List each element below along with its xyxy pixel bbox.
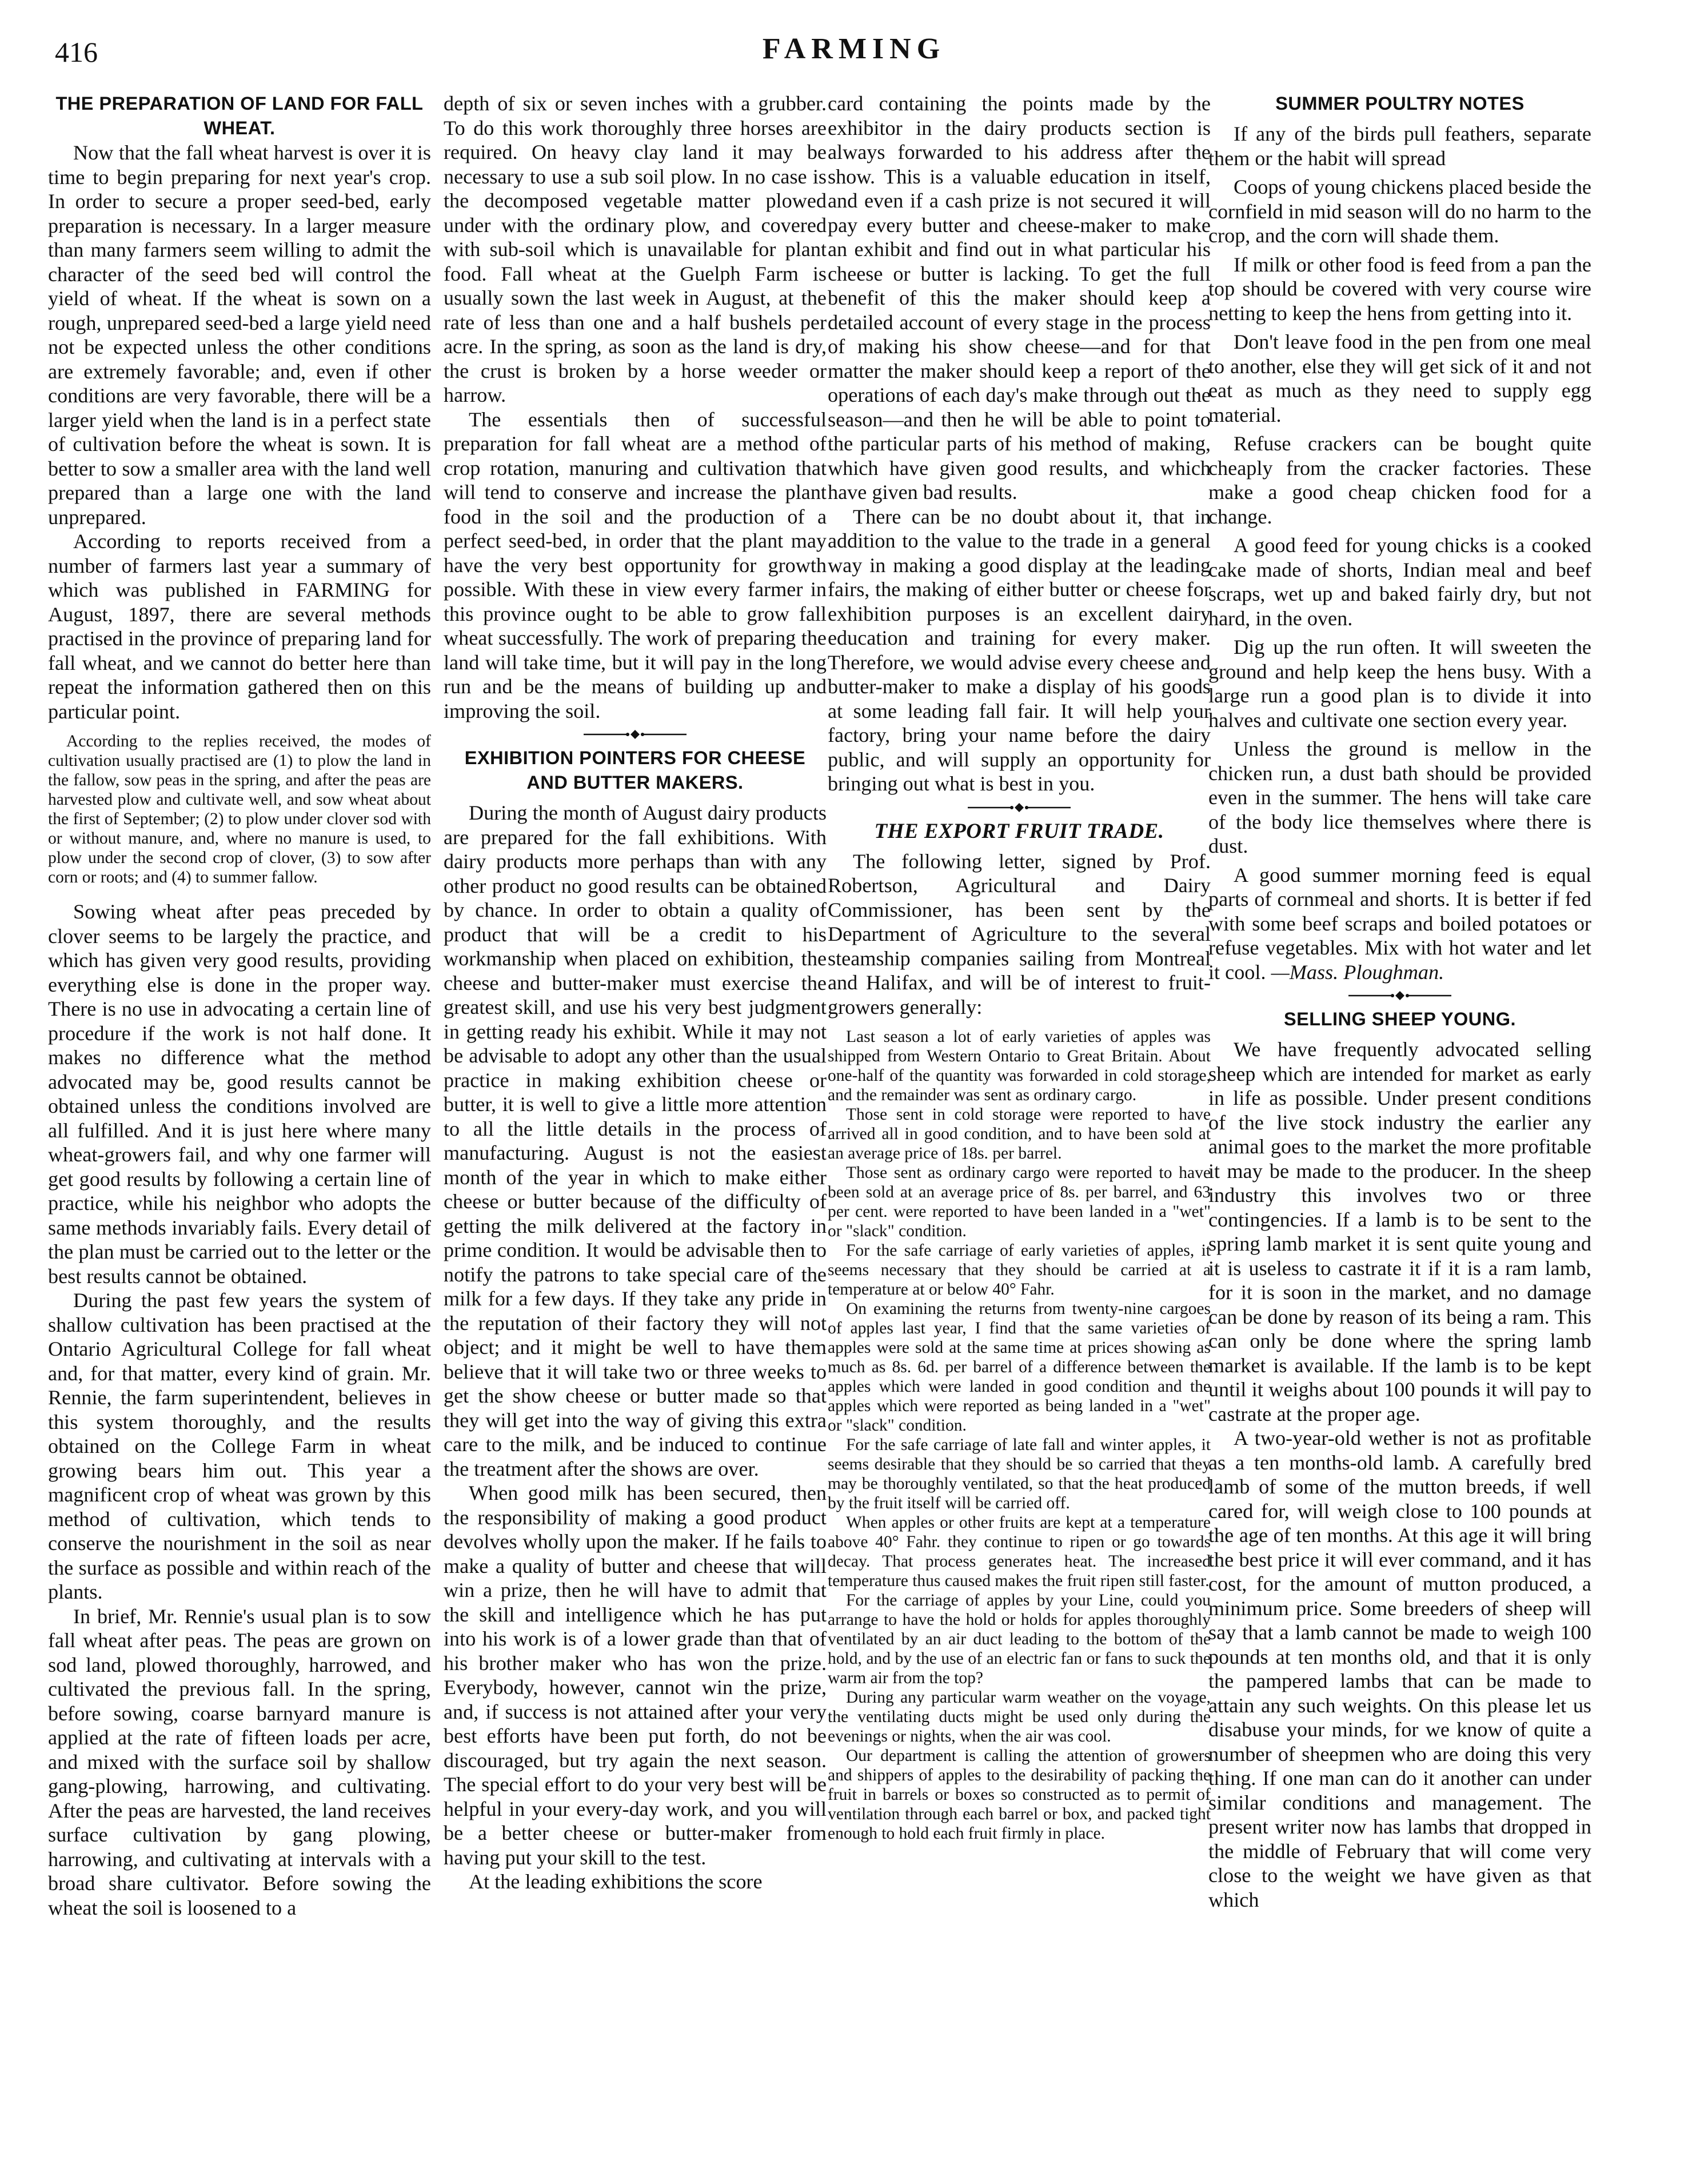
page-number: 416 (55, 36, 98, 68)
quoted-paragraph (828, 1513, 1211, 1591)
quoted-paragraph (828, 1299, 1211, 1435)
paragraph-text: Dig up the run often. It will sweeten the ground and help keep the hens busy. With a large run a good plan is to divide it into halves and cultivate one section every year. (1208, 636, 1591, 732)
paragraph-text: Sowing wheat after peas preceded by clover seems to be largely the practice, and which has given very good results, providing everything else is done in the proper way. There is no use in advocating a certain line of procedure if the work is not half done. It makes no difference what the method advocated may be, good results cannot be obtained unless the conditions involved are all fulfilled. And it is just here where many wheat-growers fail, and why one farmer will get good results by following a certain line of practice, while his neighbor who adopts the same methods invariably fails. Every detail of the plan must be carried out to the letter or the best results cannot be obtained. (48, 900, 431, 1288)
article-paragraph (444, 1870, 827, 1894)
paragraph-text: Our department is calling the attention of growers and shippers of apples to the desirability of packing the fruit in barrels or boxes so constructed as to permit of ventilation through each barrel or box, and packed tight enough to hold each fruit firmly in place. (828, 1747, 1211, 1843)
article-paragraph (48, 900, 431, 1288)
article-paragraph (1208, 432, 1591, 529)
article-paragraph (1208, 122, 1591, 170)
paragraph-text: When apples or other fruits are kept at a temperature above 40° Fahr. they continue to ripen or go towards decay. That process generates heat. The increased temperature thus caused makes the fruit ripen still faster. (828, 1513, 1211, 1590)
column-2 (444, 91, 827, 2109)
quoted-paragraph (828, 1241, 1211, 1299)
article-paragraph (1208, 175, 1591, 248)
article-paragraph (1208, 533, 1591, 630)
paragraph-text: If milk or other food is feed from a pan the top should be covered with very course wire netting to keep the hens from getting into it. (1208, 253, 1591, 325)
paragraph-text: Those sent in cold storage were reported to have arrived all in good condition, and to have been sold at an average price of 18s. per barrel. (828, 1105, 1211, 1163)
paragraph-text: Refuse crackers can be bought quite cheaply from the cracker factories. These make a good cheap chicken food for a change. (1208, 432, 1591, 528)
article-paragraph (1208, 330, 1591, 427)
paragraph-text: Those sent as ordinary cargo were reported to have been sold at an average price of 8s. per barrel, and 63 per cent. were reported to have been landed in a "wet" or "slack" condition. (828, 1164, 1211, 1240)
article-heading: THE EXPORT FRUIT TRADE. (874, 819, 1164, 843)
paragraph-text: The essentials then of successful preparation for fall wheat are a method of crop rotation, manuring and cultivation that will tend to conserve and increase the plant food in the soil and the production of a perfect seed-bed, in order that the plant may have the very best opportunity for growth possible. With these in view every farmer in this province ought to be able to grow fall wheat successfully. The work of preparing the land will take time, but it will pay in the long run and be the means of building up and improving the soil. (444, 408, 827, 722)
article-paragraph (48, 529, 431, 724)
article-paragraph (828, 91, 1211, 505)
quoted-paragraph (828, 1027, 1211, 1105)
article-paragraph (444, 1481, 827, 1870)
quoted-paragraph (828, 1591, 1211, 1688)
paragraph-text: Last season a lot of early varieties of apples was shipped from Western Ontario to Great Britain. About one-half of the quantity was forwarded in cold storage, and the remainder was sent as ordinary cargo. (828, 1028, 1211, 1104)
paragraph-text: Unless the ground is mellow in the chicken run, a dust bath should be provided even in the summer. The hens will take care of the body lice themselves where there is dust. (1208, 737, 1591, 857)
section-divider (1346, 984, 1454, 1007)
section-divider (965, 796, 1074, 819)
article-heading: THE PREPARATION OF LAND FOR FALL WHEAT. (55, 93, 424, 138)
paragraph-text: According to reports received from a number of farmers last year a summary of which was published in FARMING for August, 1897, there are several methods practised in the province of preparing land for fall wheat, and we cannot do better here than repeat the information gathered then on this particular point. (48, 530, 431, 723)
column-3 (828, 91, 1211, 2103)
article-paragraph (444, 408, 827, 724)
paragraph-text: According to the replies received, the modes of cultivation usually practised are (1) to plow the land in the fallow, sow peas in the spring, and after the peas are harvested plow and cultivate well, and sow wheat about the first of September; (2) to plow under clover sod with or without manure, and, where no manure is used, to plow under the second crop of clover, (3) to sow after corn or roots; and (4) to summer fallow. (48, 732, 431, 886)
quoted-paragraph (828, 1105, 1211, 1163)
article-paragraph (48, 1604, 431, 1920)
paragraph-text: During the month of August dairy products are prepared for the fall exhibitions. With dairy products more perhaps than with any other product no good results can be obtained by chance. In order to obtain a quality of product that will be a credit to his workmanship when placed on exhibition, the cheese and butter-maker must exercise the greatest skill, and use his very best judgment in getting ready his exhibit. While it may not be advisable to adopt any other than the usual practice in making exhibition cheese or butter, it is well to give a little more attention to all the little details in the process of manufacturing. August is not the easiest month of the year in which to make either cheese or butter because of the difficulty of getting the milk delivered at the factory in prime condition. It would be advisable then to notify the patrons to take special care of the milk for a few days. If they take any pride in the reputation of their factory they will not object; and it might be well to have them believe that it will take two or three weeks to get the show cheese or butter made so that they will get into the way of giving this extra care to the milk, and be induced to continue the treatment after the shows are over. (444, 801, 827, 1480)
paragraph-text: Don't leave food in the pen from one meal to another, else they will get sick of it and not eat as much as they need to supply egg material. (1208, 330, 1591, 426)
paragraph-text: On examining the returns from twenty-nine cargoes of apples last year, I find that the same varieties of apples were sold at the same time at prices showing as much as 8s. 6d. per barrel of a difference between the apples which were landed in good condition and the apples which were reported as being landed in a "wet" or "slack" condition. (828, 1300, 1211, 1435)
paragraph-text: For the carriage of apples by your Line, could you arrange to have the hold or holds for apples thoroughly ventilated by an air duct leading to the bottom of the hold, and by the use of an electric fan or fans to suck the warm air from the top? (828, 1591, 1211, 1687)
quoted-paragraph (828, 1163, 1211, 1241)
paragraph-text: We have frequently advocated selling sheep which are intended for market as early in life as possible. Under present conditions of the live stock industry the earlier any animal goes to the market the more profitable it may be made to the producer. In the sheep industry this involves two or three contingencies. If a lamb is to be sent to the spring lamb market it is sent quite young and it is useless to castrate it if it is a ram lamb, for it is soon in the market, and no damage can be done by reason of its being a ram. This can only be done where the spring lamb market is available. If the lamb is to be kept until it weighs about 100 pounds it will pay to castrate at the proper age. (1208, 1038, 1591, 1425)
column-4 (1208, 91, 1591, 2149)
paragraph-text: Now that the fall wheat harvest is over it is time to begin preparing for next year's crop. In order to secure a proper seed-bed, early preparation is necessary. In a larger measure than many farmers seem willing to admit the character of the seed bed will control the yield of wheat. If the wheat is sown on a rough, unprepared seed-bed a large yield need not be expected unless the other conditions are extremely favorable; and, even if other conditions are very favorable, there will be a larger yield when the land is in a perfect state of cultivation before the wheat is sown. It is better to sow a smaller area with the land well prepared than a large one with the land unprepared. (48, 141, 431, 529)
section-divider (581, 723, 689, 746)
article-paragraph (48, 141, 431, 529)
article-heading: SELLING SHEEP YOUNG. (1283, 1009, 1517, 1029)
article-paragraph (1208, 863, 1591, 985)
article-paragraph (1208, 1426, 1591, 1912)
article-paragraph (444, 91, 827, 408)
column-1 (48, 91, 431, 2109)
paragraph-text: In brief, Mr. Rennie's usual plan is to sow fall wheat after peas. The peas are grown on sod land, plowed thoroughly, harrowed, and cultivated the previous fall. In the spring, before sowing, coarse barnyard manure is applied at the rate of fifteen loads per acre, and mixed with the surface soil by shallow gang-plowing, harrowing, and cultivating. After the peas are harvested, the land receives surface cultivation by gang plowing, harrowing, and cultivating at intervals with a broad share cultivator. Before sowing the wheat the soil is loosened to a (48, 1604, 431, 1919)
article-paragraph (1208, 737, 1591, 858)
quoted-paragraph (828, 1435, 1211, 1513)
paragraph-text: A good feed for young chicks is a cooked cake made of shorts, Indian meal and beef scraps, wet up and baked fairly dry, but not hard, in the oven. (1208, 534, 1591, 630)
article-heading: EXHIBITION POINTERS FOR CHEESE AND BUTTER MAKERS. (464, 748, 806, 793)
article-paragraph (1208, 635, 1591, 732)
source-byline: —Mass. Ploughman. (1271, 960, 1444, 984)
quoted-paragraph (828, 1688, 1211, 1746)
article-paragraph (1208, 1037, 1591, 1426)
paragraph-text: Coops of young chickens placed beside the cornfield in mid season will do no harm to the crop, and the corn will shade them. (1208, 175, 1591, 247)
paragraph-text: There can be no doubt about it, that in addition to the value to the trade in a general way in making a good display at the leading fairs, the making of either butter or cheese for exhibition purposes is an excellent dairy education and training for every maker. Therefore, we would advise every cheese and butter-maker to make a display of his goods at some leading fall fair. It will help your factory, bring your name before the dairy public, and will supply an opportunity for bringing out what is best in you. (828, 505, 1211, 795)
paragraph-text: depth of six or seven inches with a grubber. To do this work thoroughly three horses are required. On heavy clay land it may be necessary to use a sub soil plow. In no case is the decomposed vegetable matter plowed under with the ordinary plow, and covered with sub-soil which is unavailable for plant food. Fall wheat at the Guelph Farm is usually sown the last week in August, at the rate of less than one and a half bushels per acre. In the spring, as soon as the land is dry, the crust is broken by a horse weeder or harrow. (444, 92, 827, 406)
paragraph-text: At the leading exhibitions the score (469, 1870, 763, 1893)
article-paragraph (828, 505, 1211, 796)
quoted-paragraph (48, 732, 431, 887)
article-paragraph (444, 801, 827, 1481)
article-paragraph (1208, 253, 1591, 326)
paragraph-text: A two-year-old wether is not as profitable as a ten months-old lamb. A carefully bred lamb of some of the mutton breeds, if well cared for, will weigh close to 100 pounds at the age of ten months. At this age it will bring the best price it will ever command, and it has cost, for the amount of mutton produced, a minimum price. Some breeders of sheep will say that a lamb cannot be made to weigh 100 pounds at ten months old, and that it is only the pampered lambs that can be made to attain any such weights. On this please let us disabuse your minds, for we know of quite a number of sheepmen who are doing this very thing. If one man can do it another can under similar conditions and management. The present writer now has lambs that dropped in the middle of February that will come very close to the weight we have given as that which (1208, 1427, 1591, 1911)
paragraph-text: card containing the points made by the exhibitor in the dairy products section is always forwarded to his address after the show. This is a valuable education in itself, and even if a cash prize is not secured it will pay every butter and cheese-maker to make an exhibit and find out in what particular his cheese or butter is lacking. To get the full benefit of this the maker should keep a detailed account of every stage in the process of making his show cheese—and for that matter the maker should keep a report of the operations of each day's make through out the season—and then he will be able to point to the particular parts of his method of making, which have given good results, and which have given bad results. (828, 92, 1211, 504)
paragraph-text: During the past few years the system of shallow cultivation has been practised at the Ontario Agricultural College for fall wheat and, for that matter, every kind of grain. Mr. Rennie, the farm superintendent, believes in this system thoroughly, and the results obtained on the College Farm in wheat growing bears him out. This year a magnificent crop of wheat was grown by this method of cultivation, which tends to conserve the nourishment in the soil as near the surface as possible and within reach of the plants. (48, 1289, 431, 1603)
paragraph-text: A good summer morning feed is equal parts of cornmeal and shorts. It is better if fed with some beef scraps and boiled potatoes or refuse vegetables. Mix with hot water and let it cool. (1208, 863, 1591, 984)
paragraph-text: During any particular warm weather on the voyage, the ventilating ducts might be used only during the evenings or nights, when the air was cool. (828, 1688, 1211, 1745)
paragraph-text: When good milk has been secured, then the responsibility of making a good product devolves wholly upon the maker. If he fails to make a quality of butter and cheese that will win a prize, then he will have to admit that the skill and intelligence which he has put into his work is of a lower grade than that of his brother maker who has won the prize. Everybody, however, cannot win the prize, and, if success is not attained after your very best efforts have been put forth, do not be discouraged, but try again the next season. The special effort to do your very best will be helpful in your every-day work, and you will be a better cheese or butter-maker from having put your skill to the test. (444, 1481, 827, 1869)
article-paragraph (48, 1288, 431, 1604)
paragraph-text: For the safe carriage of late fall and winter apples, it seems desirable that they should be so carried that they may be thoroughly ventilated, so that the heat produced by the fruit itself will be carried off. (828, 1436, 1211, 1512)
running-head: FARMING (762, 33, 946, 65)
paragraph-text: The following letter, signed by Prof. Robertson, Agricultural and Dairy Commissioner, has been sent by the Department of Agriculture to the several steamship companies sailing from Montreal and Halifax, and will be of interest to fruit-growers generally: (828, 849, 1211, 1018)
quoted-paragraph (828, 1746, 1211, 1843)
paragraph-text: For the safe carriage of early varieties of apples, it seems necessary that they should be carried at a temperature at or below 40° Fahr. (828, 1241, 1211, 1299)
article-paragraph (828, 849, 1211, 1020)
paragraph-text: If any of the birds pull feathers, separate them or the habit will spread (1208, 122, 1591, 170)
article-heading: SUMMER POULTRY NOTES (1275, 93, 1525, 114)
